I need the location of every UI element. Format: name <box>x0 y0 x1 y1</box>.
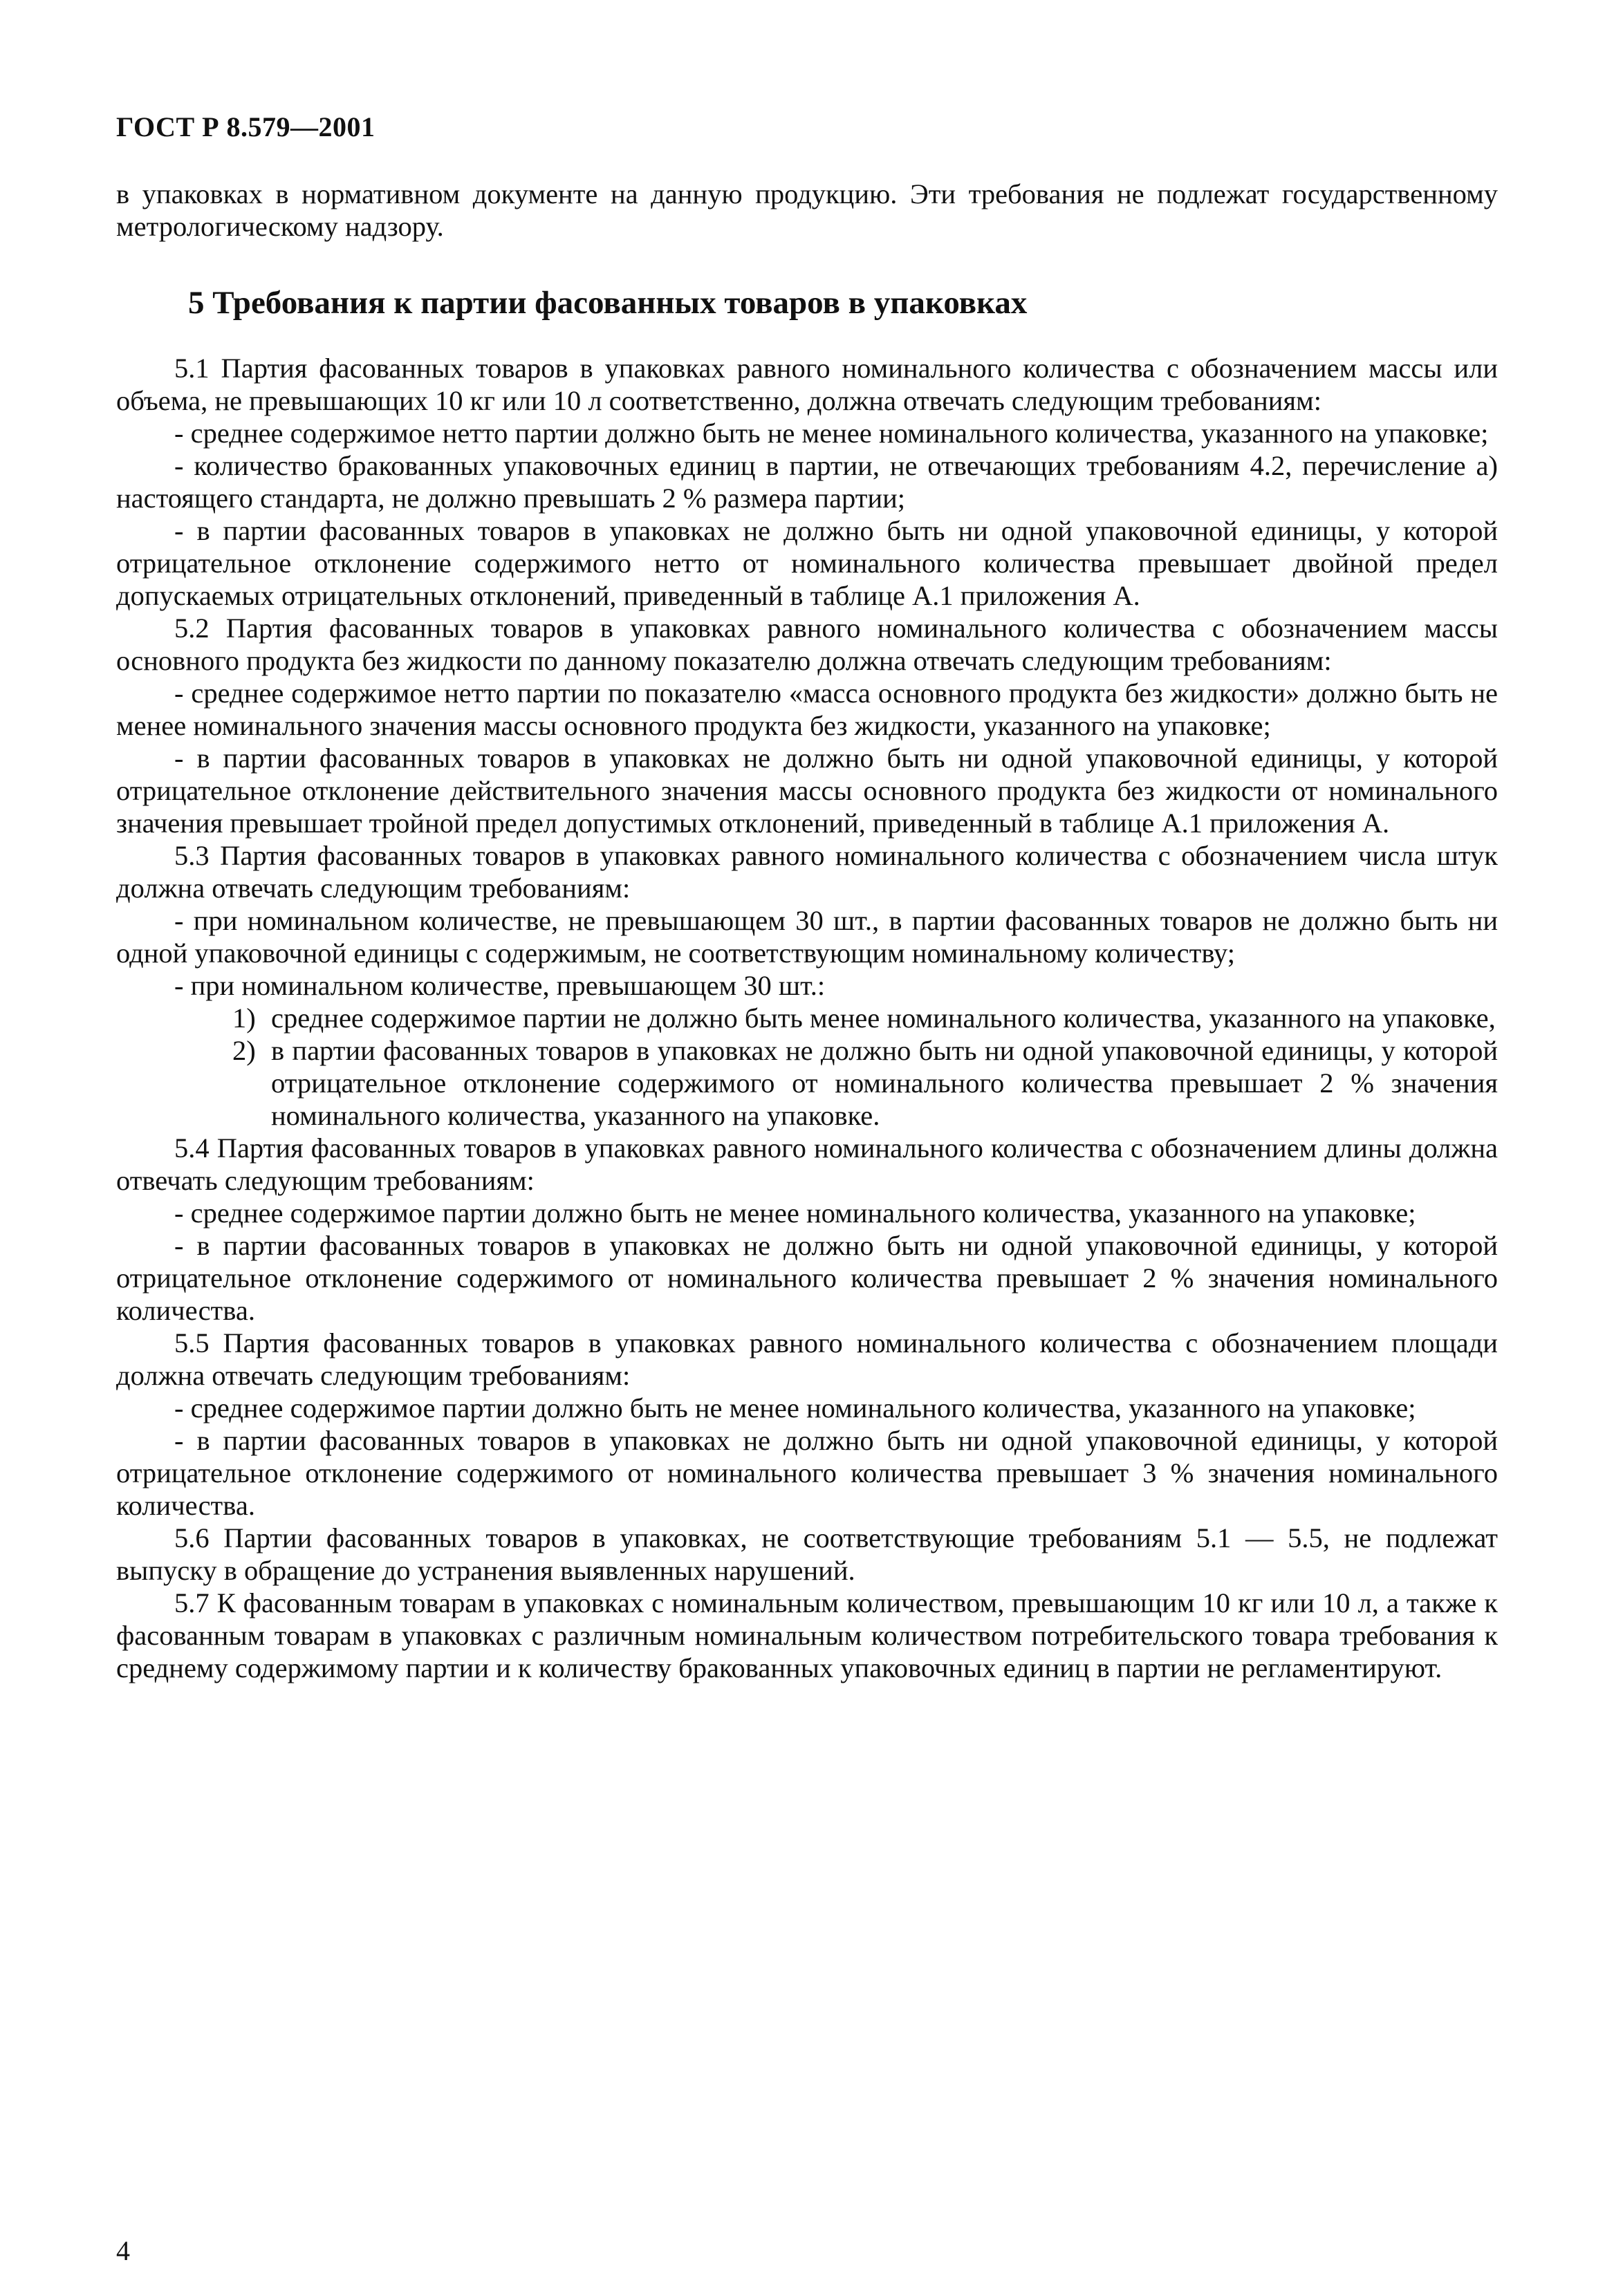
clause-5-3-item-1: - при номинальном количестве, не превышающем 30 шт., в партии фасованных товаров не должно быть ни одной упаковочной единицы с содержимым, не соответствующим номинальному количеству; <box>116 905 1498 969</box>
subitem-number: 2) <box>232 1035 256 1066</box>
clause-5-4-item-1: - среднее содержимое партии должно быть не менее номинального количества, указанного на упаковке; <box>174 1197 1416 1229</box>
clause-5-3-item-2: - при номинальном количестве, превышающем 30 шт.: <box>174 970 826 1001</box>
clause-5-3-lead: 5.3 Партия фасованных товаров в упаковках равного номинального количества с обозначением числа штук должна отвечать следующим требованиям: <box>116 840 1498 904</box>
clause-5-3-subitem-2 <box>232 1034 1498 1132</box>
subitem-text: в партии фасованных товаров в упаковках не должно быть ни одной упаковочной единицы, у которой отрицательное отклонение содержимого от номинального количества превышает 2 % значения номинального количества, указанного на упаковке. <box>271 1035 1498 1131</box>
clause-5-1-item-2: - количество бракованных упаковочных единиц в партии, не отвечающих требованиям 4.2, перечисление а) настоящего стандарта, не должно превышать 2 % размера партии; <box>116 450 1498 514</box>
clause-5-3-subitem-1 <box>232 1002 1498 1034</box>
page-number: 4 <box>116 2235 130 2266</box>
document-header-id: ГОСТ Р 8.579—2001 <box>116 111 375 142</box>
clause-5-4-item-2: - в партии фасованных товаров в упаковках не должно быть ни одной упаковочной единицы, у которой отрицательное отклонение содержимого от номинального количества превышает 2 % значения номинального количества. <box>116 1230 1498 1326</box>
clause-5-2-item-1: - среднее содержимое нетто партии по показателю «масса основного продукта без жидкости» должно быть не менее номинального значения массы основного продукта без жидкости, указанного на упаковке; <box>116 678 1498 741</box>
clause-5-5-item-1: - среднее содержимое партии должно быть не менее номинального количества, указанного на упаковке; <box>174 1392 1416 1424</box>
clause-5-6: 5.6 Партии фасованных товаров в упаковках, не соответствующие требованиям 5.1 — 5.5, не подлежат выпуску в обращение до устранения выявленных нарушений. <box>116 1522 1498 1586</box>
section-title: 5 Требования к партии фасованных товаров в упаковках <box>188 285 1028 321</box>
clause-5-1-item-3: - в партии фасованных товаров в упаковках не должно быть ни одной упаковочной единицы, у которой отрицательное отклонение содержимого нетто от номинального количества превышает двойной предел допускаемых отрицательных отклонений, приведенный в таблице А.1 приложения А. <box>116 515 1498 611</box>
clause-5-1-lead: 5.1 Партия фасованных товаров в упаковках равного номинального количества с обозначением массы или объема, не превышающих 10 кг или 10 л соответственно, должна отвечать следующим требованиям: <box>116 353 1498 416</box>
intro-paragraph: в упаковках в нормативном документе на данную продукцию. Эти требования не подлежат государственному метрологическому надзору. <box>116 178 1498 242</box>
clause-5-1-item-1: - среднее содержимое нетто партии должно быть не менее номинального количества, указанного на упаковке; <box>174 418 1489 449</box>
clause-5-2-lead: 5.2 Партия фасованных товаров в упаковках равного номинального количества с обозначением массы основного продукта без жидкости по данному показателю должна отвечать следующим требованиям: <box>116 613 1498 676</box>
clause-5-5-item-2: - в партии фасованных товаров в упаковках не должно быть ни одной упаковочной единицы, у которой отрицательное отклонение содержимого от номинального количества превышает 3 % значения номинального количества. <box>116 1425 1498 1521</box>
subitem-number: 1) <box>232 1002 256 1034</box>
subitem-text: среднее содержимое партии не должно быть менее номинального количества, указанного на упаковке, <box>271 1002 1496 1034</box>
document-page <box>116 111 1498 2266</box>
clause-5-4-lead: 5.4 Партия фасованных товаров в упаковках равного номинального количества с обозначением длины должна отвечать следующим требованиям: <box>116 1132 1498 1196</box>
clause-5-2-item-2: - в партии фасованных товаров в упаковках не должно быть ни одной упаковочной единицы, у которой отрицательное отклонение действительного значения массы основного продукта без жидкости от номинального значения превышает тройной предел допустимых отклонений, приведенный в таблице А.1 приложения А. <box>116 743 1498 839</box>
clause-5-7: 5.7 К фасованным товарам в упаковках с номинальным количеством, превышающим 10 кг или 10 л, а также к фасованным товарам в упаковках с различным номинальным количеством потребительского товара требования к среднему содержимому партии и к количеству бракованных упаковочных единиц в партии не регламентируют. <box>116 1587 1498 1683</box>
clause-5-5-lead: 5.5 Партия фасованных товаров в упаковках равного номинального количества с обозначением площади должна отвечать следующим требованиям: <box>116 1327 1498 1391</box>
